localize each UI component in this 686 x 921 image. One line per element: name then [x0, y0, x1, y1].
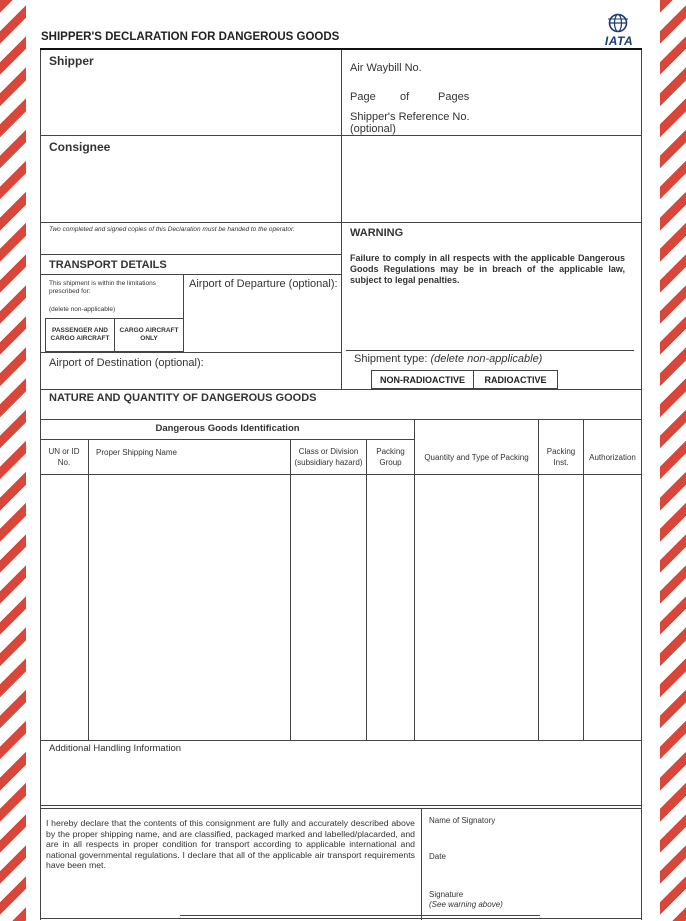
delete-non-applicable-note: (delete non-applicable) [49, 306, 116, 313]
warning-heading: WARNING [350, 227, 404, 239]
name-of-signatory-field[interactable] [429, 828, 639, 848]
cargo-aircraft-label: CARGO AIRCRAFT ONLY [119, 327, 179, 342]
copies-note: Two completed and signed copies of this Declaration must be handed to the operator. [49, 226, 295, 233]
pages-label: Pages [438, 91, 470, 103]
declaration-text: I hereby declare that the contents of this consignment are fully and accurately described above by the proper shipping name, and are classified, packaged marked and labelled/placarded, and are in all respects in proper condition for transport according to applicable international and national governmental regulations. I declare that all of the applicable air transport requirements have been met. [46, 818, 415, 871]
non-radioactive-option[interactable]: NON-RADIOACTIVE [372, 371, 474, 388]
form-bottom-rule [40, 918, 642, 919]
warning-text: Failure to comply in all respects with the applicable Dangerous Goods Regulations may be in breach of the applicable law, subject to legal penalties. [350, 253, 625, 285]
frame-right [641, 50, 642, 920]
consignee-field[interactable] [41, 156, 341, 220]
shipment-type-hint: (delete non-applicable) [430, 353, 543, 365]
shippers-reference-label: Shipper's Reference No. [350, 111, 470, 123]
page-title: SHIPPER'S DECLARATION FOR DANGEROUS GOODS [41, 31, 340, 43]
dg-identification-header: Dangerous Goods Identification [155, 423, 300, 434]
departure-bottom-rule [40, 352, 341, 353]
transport-heading-rule [40, 274, 341, 275]
nature-heading: NATURE AND QUANTITY OF DANGEROUS GOODS [49, 392, 317, 404]
shipment-type-label [354, 353, 542, 365]
passenger-aircraft-box[interactable] [45, 318, 115, 352]
iata-logo [596, 13, 642, 49]
radioactive-option[interactable]: RADIOACTIVE [484, 375, 547, 385]
col-header-pg: Packing Group [376, 447, 405, 467]
name-of-signatory-label: Name of Signatory [429, 816, 496, 825]
date-field[interactable] [429, 864, 639, 884]
middle-divider [341, 50, 342, 390]
shipper-bottom-rule [40, 135, 642, 136]
col-header-qty: Quantity and Type of Packing [424, 453, 529, 462]
table-body[interactable] [41, 475, 641, 740]
airport-departure-label: Airport of Departure (optional): [189, 278, 338, 290]
airport-departure-field[interactable] [189, 292, 339, 350]
shipper-field[interactable] [41, 70, 341, 134]
col-header-psn: Proper Shipping Name [96, 448, 177, 457]
limitations-text: This shipment is within the limitations prescribed for: [49, 280, 156, 295]
col-header-pi: Packing Inst. [546, 447, 576, 467]
cargo-aircraft-box[interactable] [114, 318, 184, 352]
signature-label: Signature [429, 890, 464, 899]
reference-optional-label: (optional) [350, 123, 396, 135]
shipment-type-rule [346, 350, 634, 351]
handling-bottom-rule-2 [40, 808, 642, 809]
consignee-bottom-rule [40, 222, 642, 223]
handling-bottom-rule-1 [40, 805, 642, 806]
page-label: Page [350, 91, 376, 103]
hazard-stripe-right [660, 0, 686, 921]
col-header-auth: Authorization [589, 453, 636, 462]
col-header-class: Class or Division (subsidiary hazard) [294, 447, 363, 467]
iata-logo-text: IATA [604, 34, 634, 48]
signature-note: (See warning above) [429, 900, 503, 909]
shipment-type-text: Shipment type: [354, 353, 428, 365]
declaration-divider [421, 808, 422, 920]
table-top-rule [40, 419, 642, 420]
col-header-un: UN or ID No. [48, 447, 80, 467]
dg-identification-rule [40, 439, 415, 440]
hazard-stripe-left [0, 0, 26, 921]
handling-label: Additional Handling Information [49, 743, 182, 754]
iata-globe-icon [608, 13, 628, 33]
table-bottom-rule [40, 740, 642, 741]
shipment-type-options [371, 370, 558, 389]
passenger-aircraft-label: PASSENGER AND CARGO AIRCRAFT [50, 327, 110, 342]
air-waybill-label: Air Waybill No. [350, 62, 422, 74]
transport-heading: TRANSPORT DETAILS [49, 259, 167, 271]
nature-top-rule [40, 389, 642, 390]
shipper-label: Shipper [49, 54, 94, 68]
consignee-label: Consignee [49, 140, 111, 154]
handling-field[interactable] [41, 757, 641, 803]
page-of-label: of [400, 91, 410, 103]
airport-destination-label: Airport of Destination (optional): [49, 357, 204, 369]
footer-rule [180, 915, 540, 916]
transport-top-rule [40, 254, 341, 255]
date-label: Date [429, 852, 446, 861]
